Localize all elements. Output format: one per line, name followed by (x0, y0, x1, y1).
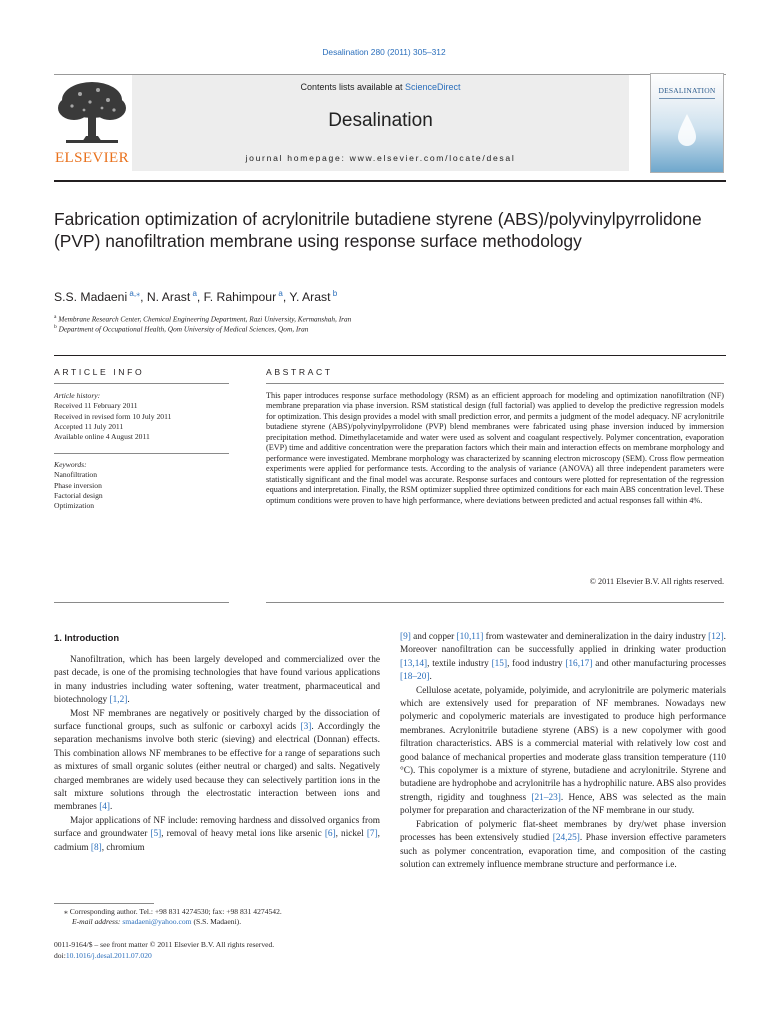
water-drop-icon (651, 74, 723, 172)
paragraph-text: and copper (410, 632, 457, 642)
author-affiliation-mark[interactable]: a (190, 289, 197, 298)
abstract-bottom-rule (266, 602, 724, 603)
footnote-mark: ⁎ (64, 907, 68, 916)
history-item: Available online 4 August 2011 (54, 432, 150, 442)
paragraph-text: Fabrication of polymeric flat-sheet membranes by dry/wet phase inversion processes has been extensively studied (400, 819, 726, 844)
reference-link[interactable]: [10,11] (456, 632, 484, 642)
keyword-item: Optimization (54, 501, 95, 511)
homepage-url[interactable]: www.elsevier.com/locate/desal (349, 153, 516, 163)
paragraph-text: Most NF membranes are negatively or positively charged by the dissociation of surface functional groups, such as sulfonic or carboxyl acids (54, 708, 380, 733)
paragraph-text: . (429, 672, 432, 683)
journal-citation[interactable]: Desalination 280 (2011) 305–312 (322, 47, 446, 57)
doi-line (54, 950, 384, 961)
author-affiliation-mark[interactable]: a,⁎ (127, 289, 141, 298)
keywords-label: Keywords: (54, 460, 87, 469)
cover-title: DESALINATION (658, 86, 716, 95)
corresponding-author-footnote (54, 907, 384, 928)
info-bottom-rule (54, 602, 229, 603)
paragraph-text: . Hence, ABS was selected as the main polymer for preparation and characterization of the NF membrane in our study. (400, 792, 726, 817)
doi-prefix: doi: (54, 951, 66, 961)
author-list (54, 289, 704, 304)
paragraph-text: , nickel (335, 829, 367, 840)
author-separator: , (282, 290, 290, 305)
reference-link[interactable]: [3] (300, 722, 312, 733)
doi-link[interactable]: 10.1016/j.desal.2011.07.020 (65, 951, 152, 961)
reference-link[interactable]: [12] (708, 632, 724, 642)
reference-link[interactable]: [18–20] (400, 672, 430, 683)
history-label: Article history: (54, 391, 101, 400)
article-history (54, 391, 229, 442)
abstract-text: This paper introduces response surface methodology (RSM) as an efficient approach for modeling and optimization nanofiltration (NF) membrane preparation via phase inversion. RSM statistical design (full factorial) was applied to develop the predictive regression models for optimization. This design provides a model with small prediction error, and permits a judgment of the model adequacy. NF acrylonitrile butadiene styrene (ABS)/polyvinylpyrrolidone (PVP) blend membranes were fabricated using phase inversion induced by immersion precipitation method. Dimethylacetamide and water were used as solvent and coagulant respectively. Polymer concentration, evaporation (EVP) time and additive concentration were the preparation factors which their main and interaction effects on membrane morphology and performance were investigated. Membrane morphology was characterized by scanning electron microscopy (SEM). Cross flow permeation experiments were applied for performance tests. According to the analysis of variance (ANOVA) all three independent parameters were statistically significant and the final model was accurate. Response surfaces and contours were plotted for representation of the regression equations and interpretation. Finally, the RSM optimizer supplied three optimized conditions for each main ABS concentration level. These optimum conditions were proven to have high performance, where deviations between predicted and actual responses fall within 4%. (266, 391, 724, 505)
affiliation-mark: a (54, 314, 57, 320)
abstract-heading: ABSTRACT (266, 367, 333, 377)
body-paragraph (400, 819, 726, 873)
email-suffix: (S.S. Madaeni). (191, 917, 242, 927)
paragraph-text: Major applications of NF include: removing hardness and dissolved organics from surface and groundwater (54, 815, 380, 840)
issn-line (54, 939, 384, 962)
keyword-item: Nanofiltration (54, 470, 98, 480)
front-matter-notice: 0011-9164/$ – see front matter © 2011 Elsevier B.V. All rights reserved. (54, 940, 275, 949)
author-affiliation-mark[interactable]: b (330, 289, 338, 298)
author-separator: , (196, 290, 204, 305)
body-paragraph (54, 708, 380, 815)
author-name: N. Arast (146, 290, 191, 305)
reference-link[interactable]: [5] (150, 829, 162, 840)
paragraph-text: from wastewater and demineralization in the dairy industry (483, 632, 709, 642)
paragraph-text: , cadmium (54, 829, 380, 853)
keyword-item: Factorial design (54, 490, 103, 500)
paragraph-text: and other manufacturing processes (592, 658, 726, 669)
body-column-left (54, 654, 380, 855)
footnote-rule (54, 903, 154, 904)
affiliation-b (54, 324, 704, 333)
affiliation-mark: b (54, 324, 57, 330)
author-name: S.S. Madaeni (54, 290, 128, 305)
header-bottom-rule (54, 180, 726, 182)
journal-homepage-line (132, 153, 629, 163)
journal-cover-thumbnail[interactable] (650, 73, 724, 173)
body-paragraph (54, 654, 380, 708)
paragraph-text: , textile industry (427, 658, 492, 669)
paragraph-text: Nanofiltration, which has been largely developed and commercialized over the past decade, is one of the promising technologies that have found various applications in many industries including water softening, water treatment, pharmaceutical and biotechnology (54, 655, 380, 706)
keywords-rule (54, 453, 229, 454)
tree-icon (52, 78, 132, 150)
reference-link[interactable]: [16,17] (565, 658, 593, 669)
paragraph-text: , removal of heavy metal ions like arsenic (161, 829, 325, 840)
affiliation-text: Department of Occupational Health, Qom University of Medical Sciences, Qom, Iran (58, 324, 309, 334)
affiliation-a (54, 314, 704, 323)
reference-link[interactable]: [13,14] (400, 658, 428, 669)
body-paragraph (400, 685, 726, 819)
keyword-item: Phase inversion (54, 480, 102, 490)
reference-link[interactable]: [21–23] (531, 792, 561, 803)
author-separator: , (140, 290, 147, 305)
homepage-prefix: journal homepage: (245, 153, 350, 163)
author-email-link[interactable]: smadaeni@yahoo.com (122, 917, 192, 927)
body-column-right (400, 631, 726, 872)
reference-link[interactable]: [1,2] (109, 695, 128, 706)
body-paragraph (400, 631, 726, 685)
reference-link[interactable]: [15] (491, 658, 508, 669)
author-name: Y. Arast (289, 290, 331, 305)
footnote-contact: Corresponding author. Tel.: +98 831 4274530; fax: +98 831 4274542. (69, 907, 282, 916)
reference-link[interactable]: [8] (90, 842, 102, 853)
contents-line (132, 82, 629, 92)
elsevier-wordmark: ELSEVIER (54, 150, 130, 166)
paragraph-text: , chromium (101, 842, 145, 853)
reference-link[interactable]: [4] (99, 802, 111, 813)
history-item: Received in revised form 10 July 2011 (54, 411, 172, 421)
paragraph-text: Cellulose acetate, polyamide, polyimide, and acrylonitrile are polymeric materials which are extensively used for preparation of NF membranes. Nowadays new polymeric and copolymeric materials are investigated to produce high performance membranes. Acrylonitrile butadiene styrene (ABS) is a new copolymer with good filtration characteristics. ABS is a commercial material with relatively low cost and good balance of mechanical properties and moderate glass transition temperature (110 °C). This copolymer is a mixture of styrene, butadiene and acrylonitrile. Styrene and butadiene are hydrophobe and acrylonitrile has a hydrophilic nature. ABS also provides strength, rigidity and toughness (400, 685, 726, 803)
reference-link[interactable]: [9] (400, 632, 411, 642)
author-name: F. Rahimpour (203, 290, 277, 305)
reference-link[interactable]: [6] (324, 829, 336, 840)
email-label: E-mail address: (72, 917, 123, 927)
reference-link[interactable]: [7] (366, 829, 378, 840)
article-title: Fabrication optimization of acrylonitrile butadiene styrene (ABS)/polyvinylpyrrolidone (PVP) nanofiltration membrane using response surface methodology (54, 209, 702, 251)
info-heading-rule (54, 383, 229, 384)
history-item: Accepted 11 July 2011 (54, 421, 124, 431)
journal-name: Desalination (328, 110, 433, 131)
author-affiliation-mark[interactable]: a (276, 289, 283, 298)
contents-prefix: Contents lists available at (300, 82, 406, 92)
section-heading-introduction: 1. Introduction (54, 632, 120, 643)
abstract-heading-rule (266, 383, 724, 384)
article-info-heading: ARTICLE INFO (54, 367, 145, 377)
paragraph-text: . Moreover nanofiltration can be successfully applied in drinking water production (400, 632, 726, 656)
body-paragraph (54, 815, 380, 855)
paragraph-text: . Phase inversion effective parameters such as polymer concentration, evaporation time, and composition of the casting solution can extremely influence membrane structure and performance i.e. (400, 833, 726, 870)
sciencedirect-link[interactable]: ScienceDirect (405, 82, 461, 92)
info-top-rule (54, 355, 726, 356)
history-item: Received 11 February 2011 (54, 401, 138, 411)
affiliation-text: Membrane Research Center, Chemical Engineering Department, Razi University, Kermanshah, Iran (58, 314, 352, 324)
reference-link[interactable]: [24,25] (552, 833, 580, 844)
keywords-block (54, 460, 229, 511)
abstract-copyright: © 2011 Elsevier B.V. All rights reserved. (589, 577, 724, 586)
paragraph-text: . Accordingly the separation mechanisms involve both steric (sieving) and electrical (Donnan) effects. This combination allows NF membranes to be effective for a range of separations such as mixtures of small organic solutes (either neutral or charged) and salts. Negatively charged membranes are widely used because they can selectively partition ions in the salt mixture solutions through the electrostatic interaction between ions and membranes (54, 722, 380, 813)
paragraph-text: , food industry (507, 658, 566, 669)
paragraph-text: . (127, 695, 130, 706)
paragraph-text: . (110, 802, 113, 813)
